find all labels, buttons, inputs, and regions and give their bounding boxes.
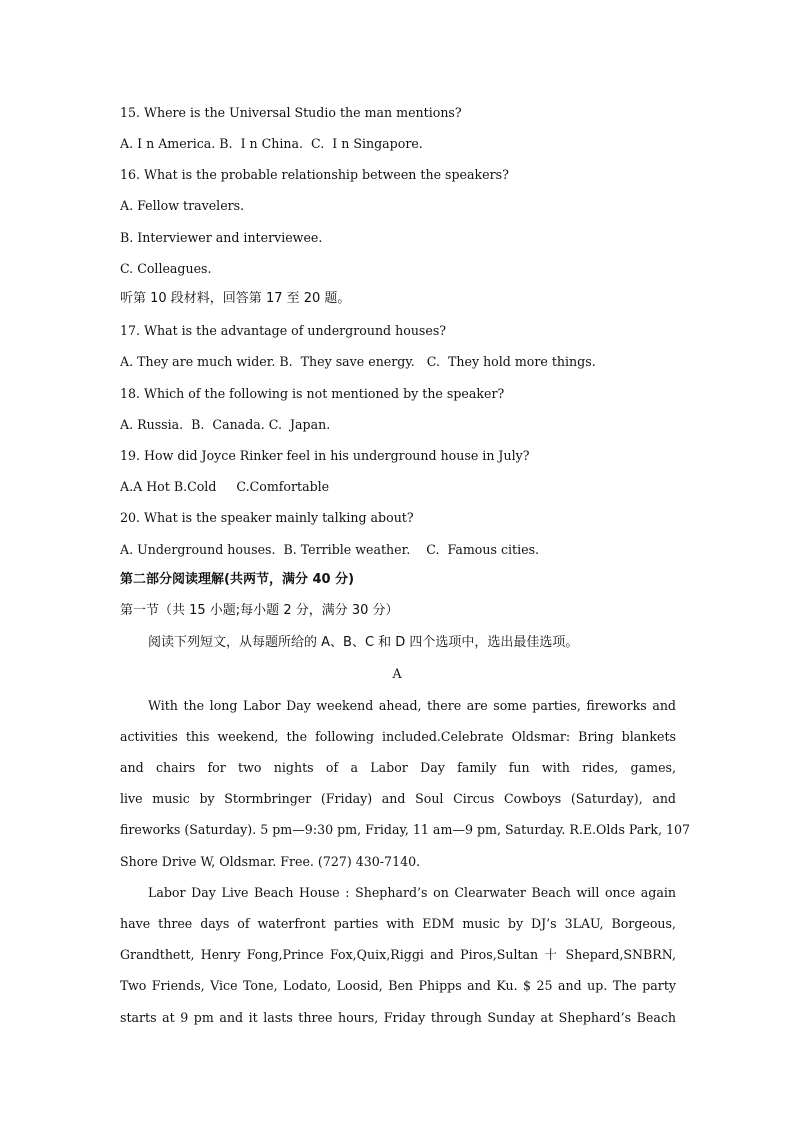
passage-a-p1-line-1: With the long Labor Day weekend ahead, there are some parties, fireworks and xyxy=(148,698,676,713)
question-16-option-a: A. Fellow travelers. xyxy=(120,198,245,213)
section-10-instruction: 听第 10 段材料，回答第 17 至 20 题。 xyxy=(120,291,351,306)
passage-a-p1-line-4: live music by Stormbringer (Friday) and Soul Circus Cowboys (Saturday), and xyxy=(120,791,676,806)
question-17: 17. What is the advantage of underground houses? xyxy=(120,323,447,338)
question-16: 16. What is the probable relationship between the speakers? xyxy=(120,167,509,182)
passage-a-p1-line-2: activities this weekend, the following included.Celebrate Oldsmar: Bring blankets xyxy=(120,729,676,744)
passage-a-p2-line-1: Labor Day Live Beach House : Shephard’s on Clearwater Beach will once again xyxy=(148,885,676,900)
question-16-option-c: C. Colleagues. xyxy=(120,261,212,276)
passage-a-p2-line-4: Two Friends, Vice Tone, Lodato, Loosid, Ben Phipps and Ku. $ 25 and up. The party xyxy=(120,978,676,993)
passage-a-p1-line-5: fireworks (Saturday). 5 pm—9:30 pm, Friday, 11 am—9 pm, Saturday. R.E.Olds Park, 107 xyxy=(120,822,691,837)
question-15: 15. Where is the Universal Studio the man mentions? xyxy=(120,105,462,120)
question-16-option-b: B. Interviewer and interviewee. xyxy=(120,230,323,245)
reading-instruction: 阅读下列短文，从每题所给的 A、B、C 和 D 四个选项中，选出最佳选项。 xyxy=(148,635,579,650)
passage-label: A xyxy=(392,666,402,681)
question-17-options: A. They are much wider. B. They save energy. C. They hold more things. xyxy=(120,354,596,369)
reading-section-title: 第一节（共 15 小题;每小题 2 分，满分 30 分） xyxy=(120,603,399,618)
question-19-options: A.A Hot B.Cold C.Comfortable xyxy=(120,479,330,494)
reading-part-title: 第二部分阅读理解(共两节，满分 40 分) xyxy=(120,572,355,587)
question-15-options: A. I n America. B. I n China. C. I n Singapore. xyxy=(120,136,423,151)
passage-a-p2-line-2: have three days of waterfront parties with EDM music by DJ’s 3LAU, Borgeous, xyxy=(120,916,676,931)
question-20: 20. What is the speaker mainly talking about? xyxy=(120,510,414,525)
question-18: 18. Which of the following is not mentioned by the speaker? xyxy=(120,386,505,401)
passage-a-p1-line-6: Shore Drive W, Oldsmar. Free. (727) 430-7140. xyxy=(120,854,421,869)
passage-a-p2-line-3: Grandthett, Henry Fong,Prince Fox,Quix,Riggi and Piros,Sultan 十 Shepard,SNBRN, xyxy=(120,947,676,962)
passage-a-p1-line-3: and chairs for two nights of a Labor Day family fun with rides, games, xyxy=(120,760,676,775)
question-19: 19. How did Joyce Rinker feel in his underground house in July? xyxy=(120,448,530,463)
question-18-options: A. Russia. B. Canada. C. Japan. xyxy=(120,417,331,432)
question-20-options: A. Underground houses. B. Terrible weather. C. Famous cities. xyxy=(120,542,540,557)
passage-a-p2-line-5: starts at 9 pm and it lasts three hours, Friday through Sunday at Shephard’s Beach xyxy=(120,1010,676,1025)
